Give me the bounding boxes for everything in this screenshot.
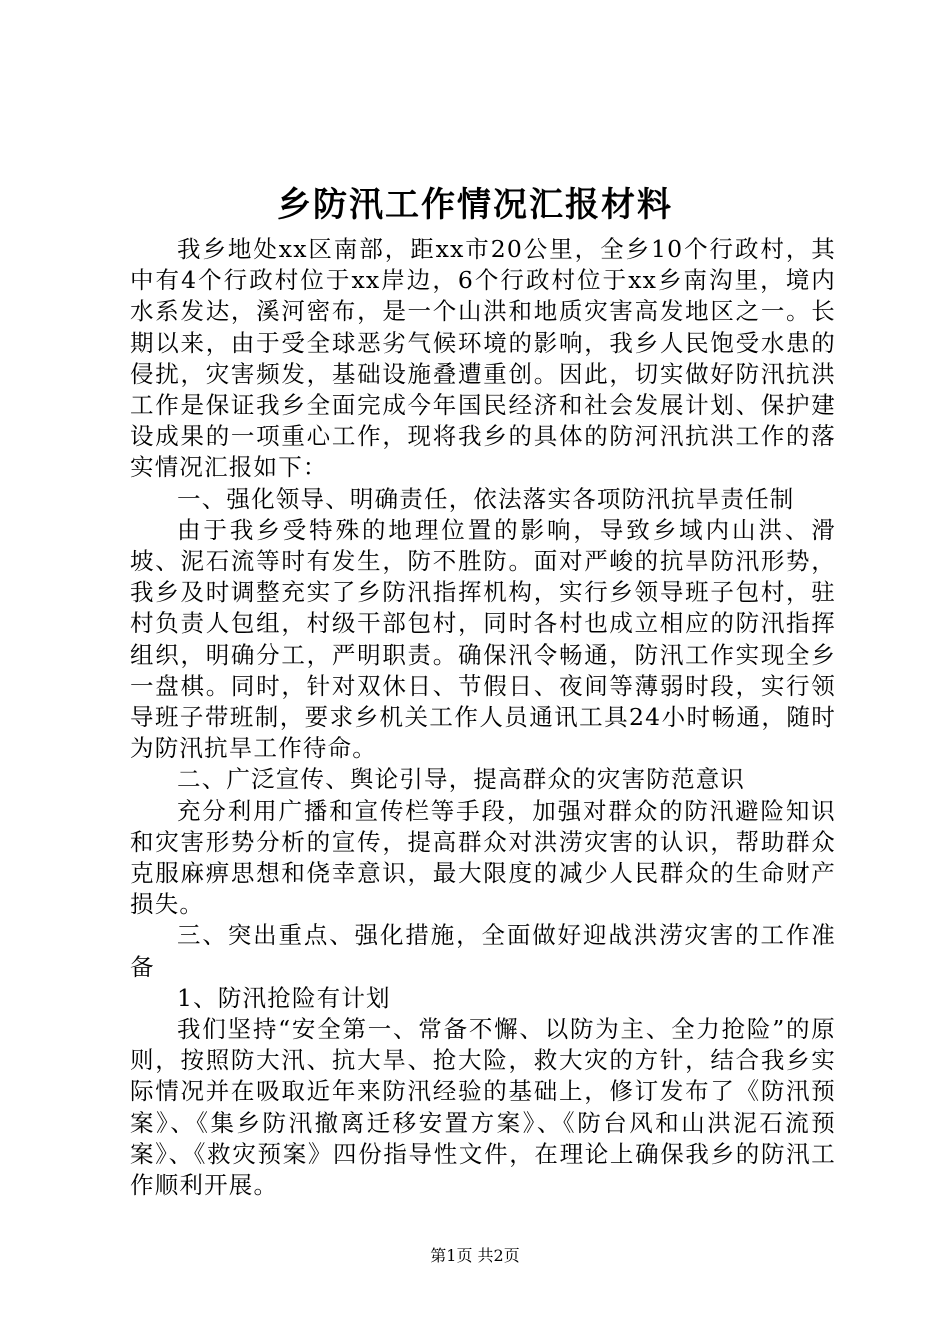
document-body <box>130 234 836 1201</box>
subsection-heading-1: 1、防汛抢险有计划 <box>177 983 391 1012</box>
section-heading-3: 三、突出重点、强化措施，全面做好迎战洪涝灾害的工作准备 <box>130 921 836 981</box>
intro-paragraph: 我乡地处xx区南部，距xx市20公里，全乡10个行政村，其中有4个行政村位于xx岸边，6个行政村位于xx乡南沟里，境内水系发达，溪河密布，是一个山洪和地质灾害高发地区之一。长期以来，由于受全球恶劣气候环境的影响，我乡人民饱受水患的侵扰，灾害频发，基础设施叠遭重创。因此，切实做好防汛抗洪工作是保证我乡全面完成今年国民经济和社会发展计划、保护建设成果的一项重心工作，现将我乡的具体的防河汛抗洪工作的落实情况汇报如下： <box>130 235 836 482</box>
section-heading-2: 二、广泛宣传、舆论引导，提高群众的灾害防范意识 <box>177 765 746 794</box>
section-heading-1: 一、强化领导、明确责任，依法落实各项防汛抗旱责任制 <box>177 484 795 513</box>
subsection-paragraph-1: 我们坚持“安全第一、常备不懈、以防为主、全力抢险”的原则，按照防大汛、抗大旱、抢大险，救大灾的方针，结合我乡实际情况并在吸取近年来防汛经验的基础上，修订发布了《防汛预案》、《集乡防汛撤离迁移安置方案》、《防台风和山洪泥石流预案》、《救灾预案》四份指导性文件，在理论上确保我乡的防汛工作顺利开展。 <box>130 1015 836 1200</box>
document-title: 乡防汛工作情况汇报材料 <box>277 185 673 225</box>
page-footer: 第1页 共2页 <box>430 1246 520 1265</box>
section-paragraph-1: 由于我乡受特殊的地理位置的影响，导致乡域内山洪、滑坡、泥石流等时有发生，防不胜防。面对严峻的抗旱防汛形势，我乡及时调整充实了乡防汛指挥机构，实行乡领导班子包村，驻村负责人包组，村级干部包村，同时各村也成立相应的防汛指挥组织，明确分工，严明职责。确保汛令畅通，防汛工作实现全乡一盘棋。同时，针对双休日、节假日、夜间等薄弱时段，实行领导班子带班制，要求乡机关工作人员通讯工具24小时畅通，随时为防汛抗旱工作待命。 <box>130 515 836 763</box>
section-paragraph-2: 充分利用广播和宣传栏等手段，加强对群众的防汛避险知识和灾害形势分析的宣传，提高群众对洪涝灾害的认识，帮助群众克服麻痹思想和侥幸意识，最大限度的减少人民群众的生命财产损失。 <box>130 796 836 919</box>
